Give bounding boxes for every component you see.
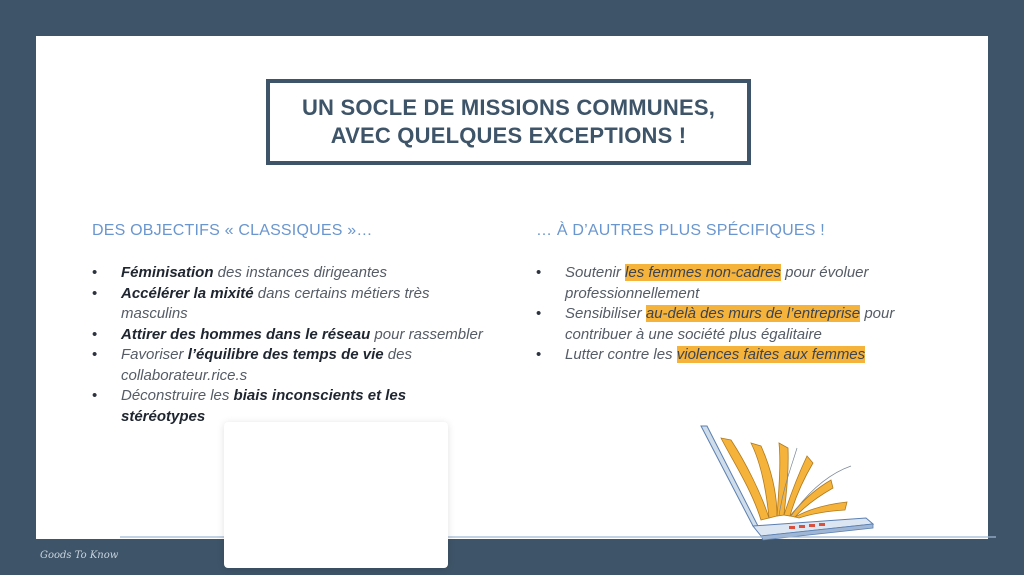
left-column-heading: DES OBJECTIFS « CLASSIQUES »…	[92, 222, 373, 239]
list-item	[536, 304, 936, 345]
bullet-text: Sensibiliser	[565, 305, 646, 322]
bullet-bold-text: biais inconscients et les stéréotypes	[121, 387, 407, 425]
left-bullet-list	[92, 263, 492, 427]
bullet-text: Déconstruire les	[121, 387, 234, 404]
highlighted-text: violences faites aux femmes	[676, 346, 866, 363]
bullet-dot: •	[92, 387, 98, 404]
slide	[36, 36, 988, 539]
title-line-1: UN SOCLE DE MISSIONS COMMUNES,	[301, 95, 716, 120]
bullet-text: des collaborateur.rice.s	[121, 346, 412, 384]
bullet-dot: •	[536, 305, 542, 322]
list-item	[92, 345, 492, 386]
brand-logo: Goods To Know	[40, 550, 119, 561]
list-item	[92, 284, 492, 325]
bullet-text: dans certains métiers très masculins	[121, 284, 430, 322]
bullet-text: pour contribuer à une société plus égalitaire	[565, 305, 895, 343]
laptop-book-illustration	[691, 418, 881, 542]
bullet-text: Soutenir	[565, 264, 626, 281]
title-box	[266, 79, 751, 165]
bullet-text: Favoriser	[121, 346, 188, 363]
highlighted-text: les femmes non-cadres	[625, 264, 781, 281]
highlighted-text: au-delà des murs de l’entreprise	[645, 305, 861, 322]
list-item	[92, 325, 492, 346]
right-bullet-list	[536, 263, 936, 366]
bullet-text: des instances dirigeantes	[213, 264, 387, 281]
bullet-text: pour évoluer professionnellement	[565, 264, 869, 302]
right-column-heading: … À D’AUTRES PLUS SPÉCIFIQUES !	[536, 222, 825, 239]
list-item	[92, 386, 492, 427]
bullet-text: pour rassembler	[370, 325, 483, 343]
list-item	[536, 345, 936, 366]
bullet-dot: •	[92, 346, 98, 363]
bullet-dot: •	[92, 325, 98, 343]
bullet-bold-text: l’équilibre des temps de vie	[187, 346, 384, 363]
title-line-2: AVEC QUELQUES EXCEPTIONS !	[330, 123, 687, 148]
list-item	[536, 263, 936, 304]
bullet-dot: •	[536, 346, 542, 363]
bullet-dot: •	[92, 264, 98, 281]
bullet-dot: •	[92, 284, 98, 302]
bullet-dot: •	[536, 264, 542, 281]
blank-card	[224, 422, 448, 568]
bullet-bold-text: Accélérer la mixité	[121, 284, 254, 302]
bullet-bold-text: Féminisation	[121, 264, 214, 281]
bullet-bold-text: Attirer des hommes dans le réseau	[121, 325, 371, 343]
bullet-text: Lutter contre les	[565, 346, 677, 363]
list-item	[92, 263, 492, 284]
